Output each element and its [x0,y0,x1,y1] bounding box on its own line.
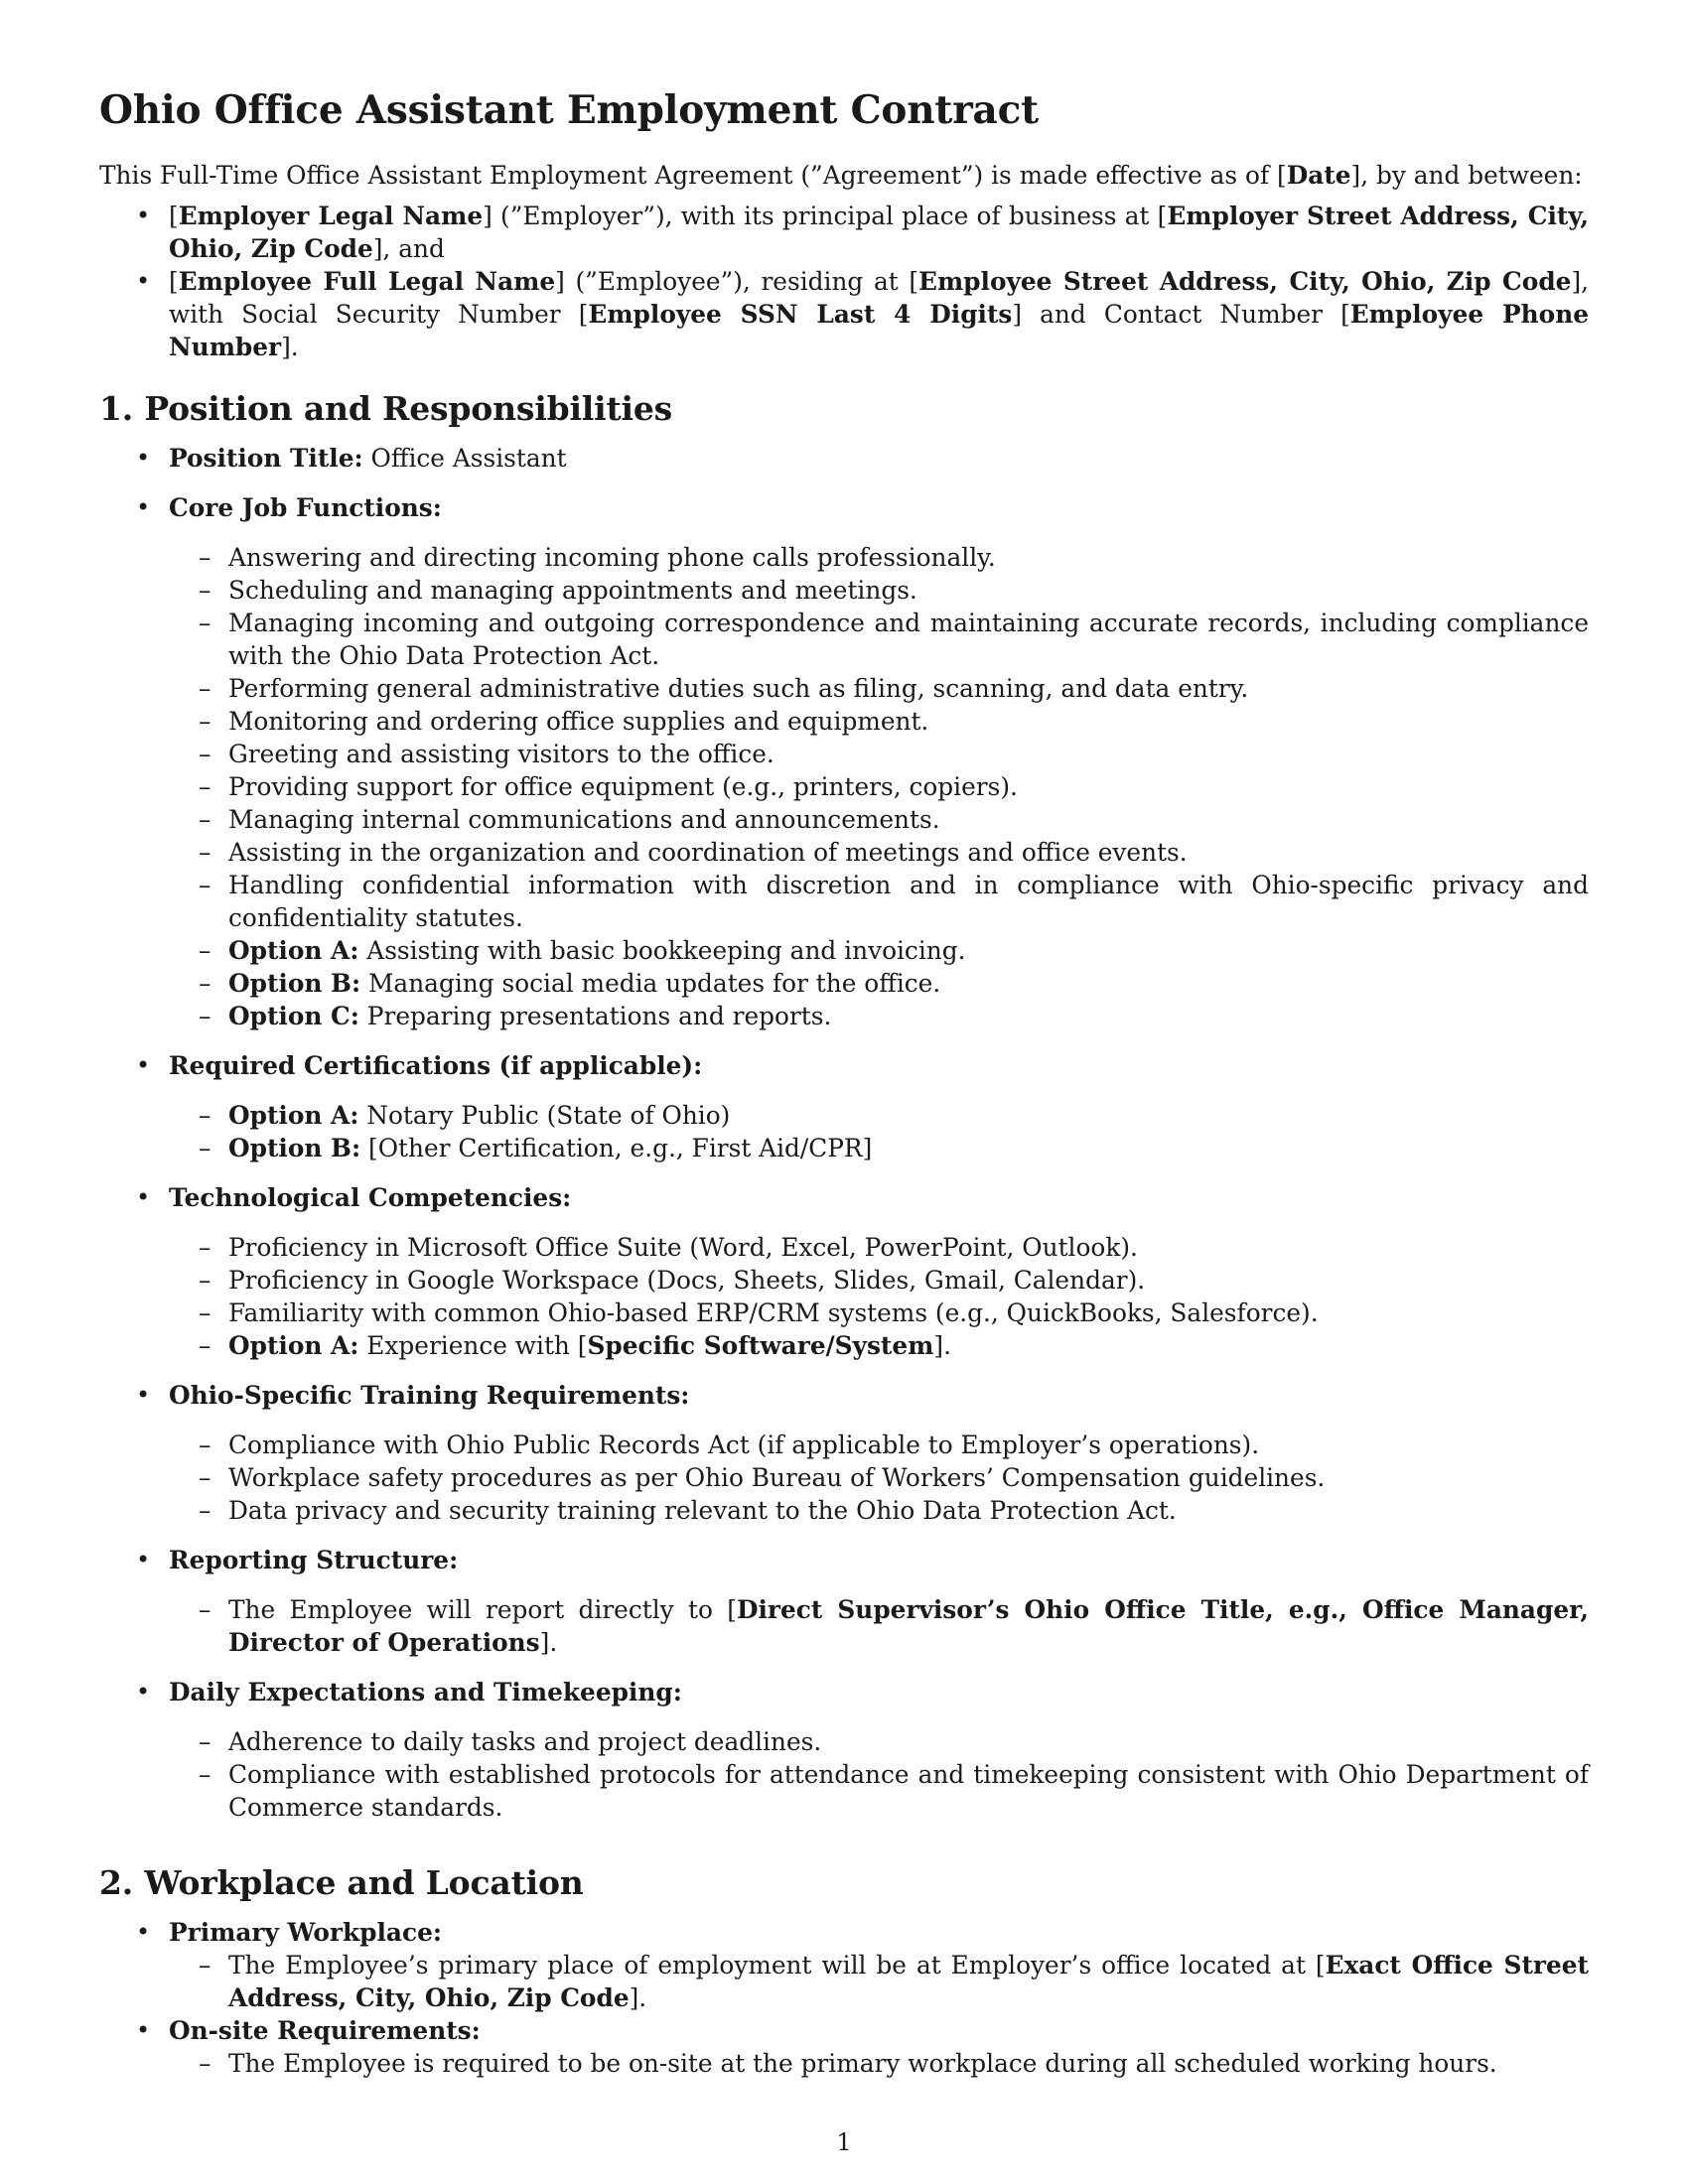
option-item: – Option A: Notary Public (State of Ohio) [169,1099,1589,1132]
daily-expectations-label: Daily Expectations and Timekeeping: [169,1678,682,1706]
certifications-list [169,1099,1589,1164]
training-item [99,1379,1589,1527]
onsite-item [99,2014,1589,2080]
option-item: – Option B: [Other Certification, e.g., First Aid/CPR] [169,1132,1589,1164]
office-address-placeholder: Exact Office Street Address, City, Ohio, Zip Code [228,1951,1589,2012]
reporting-label: Reporting Structure: [169,1546,459,1574]
reporting-item [99,1544,1589,1659]
position-title-label: Position Title: [169,444,363,473]
parties-list [99,200,1589,363]
list-item: – Compliance with established protocols for attendance and timekeeping consistent with Ohio Department of Commerce standards. [169,1758,1589,1824]
page-number: 1 [836,2128,852,2156]
list-item: – Assisting in the organization and coordination of meetings and office events. [169,836,1589,869]
employer-name-placeholder: Employer Legal Name [178,202,484,230]
employer-address-placeholder: Employer Street Address, City, Ohio, Zip Code [169,202,1589,263]
primary-workplace-list [169,1949,1589,2014]
list-item: – Compliance with Ohio Public Records Act (if applicable to Employer’s operations). [169,1429,1589,1461]
software-placeholder: Specific Software/System [587,1331,934,1360]
list-item: – The Employee’s primary place of employment will be at Employer’s office located at [Exact Office Street Address, City, Ohio, Zip Code]. [169,1949,1589,2014]
list-item: – Scheduling and managing appointments and meetings. [169,574,1589,607]
daily-expectations-item [99,1676,1589,1824]
effective-date-placeholder: Date [1286,161,1351,190]
list-item: – Greeting and assisting visitors to the office. [169,738,1589,770]
list-item: – Workplace safety procedures as per Ohio Bureau of Workers’ Compensation guidelines. [169,1461,1589,1494]
supervisor-title-placeholder: Direct Supervisor’s Ohio Office Title, e.g., Office Manager, Director of Operations [228,1595,1589,1657]
section-2-heading: 2. Workplace and Location [99,1863,584,1902]
document-page [99,87,1589,2080]
option-item: – Option C: Preparing presentations and reports. [169,1000,1589,1032]
core-functions-label: Core Job Functions: [169,493,442,522]
daily-expectations-list [169,1725,1589,1824]
primary-workplace-item [99,1916,1589,2014]
list-item: – The Employee will report directly to [Direct Supervisor’s Ohio Office Title, e.g., Office Manager, Director of Operations]. [169,1593,1589,1659]
tech-competencies-list [169,1231,1589,1362]
onsite-list [169,2047,1589,2080]
option-item: – Option A: Experience with [Specific Software/System]. [169,1329,1589,1362]
employee-phone-placeholder: Employee Phone Number [169,300,1590,361]
list-item: – Handling confidential information with discretion and in compliance with Ohio-specific privacy and confidentiality statutes. [169,869,1589,934]
list-item: – Adherence to daily tasks and project deadlines. [169,1725,1589,1758]
list-item: – Monitoring and ordering office supplies and equipment. [169,705,1589,738]
list-item: – Data privacy and security training relevant to the Ohio Data Protection Act. [169,1494,1589,1527]
intro-text-end: ], by and between: [1350,161,1583,190]
training-label: Ohio-Specific Training Requirements: [169,1381,690,1410]
list-item: – Familiarity with common Ohio-based ERP/CRM systems (e.g., QuickBooks, Salesforce). [169,1297,1589,1329]
intro-text: This Full-Time Office Assistant Employment Agreement (”Agreement”) is made effective as of [ [99,161,1287,190]
certifications-item [99,1049,1589,1164]
core-functions-list [169,541,1589,1032]
list-item: – The Employee is required to be on-site at the primary workplace during all scheduled working hours. [169,2047,1589,2080]
intro-paragraph [99,159,1589,192]
section-1-list [99,442,1589,1824]
party-employee: • [Employee Full Legal Name] (”Employee”), residing at [Employee Street Address, City, Ohio, Zip Code], with Social Security Number [Employee SSN Last 4 Digits] and Contact Number [Employee Phone Number]. [99,265,1589,363]
reporting-list [169,1593,1589,1659]
list-item: – Managing incoming and outgoing correspondence and maintaining accurate records, including compliance with the Ohio Data Protection Act. [169,607,1589,672]
list-item: – Performing general administrative duties such as filing, scanning, and data entry. [169,672,1589,705]
list-item: – Managing internal communications and announcements. [169,803,1589,836]
tech-competencies-item [99,1181,1589,1362]
primary-workplace-label: Primary Workplace: [169,1918,443,1947]
onsite-label: On-site Requirements: [169,2016,481,2045]
list-item: – Proficiency in Google Workspace (Docs, Sheets, Slides, Gmail, Calendar). [169,1264,1589,1297]
option-item: – Option A: Assisting with basic bookkeeping and invoicing. [169,934,1589,967]
employee-address-placeholder: Employee Street Address, City, Ohio, Zip Code [918,267,1572,296]
list-item: – Proficiency in Microsoft Office Suite (Word, Excel, PowerPoint, Outlook). [169,1231,1589,1264]
training-list [169,1429,1589,1527]
employee-ssn-placeholder: Employee SSN Last 4 Digits [588,300,1013,329]
position-title-value: Office Assistant [362,444,567,473]
core-functions-item [99,491,1589,1032]
document-title: Ohio Office Assistant Employment Contract [99,87,1039,133]
certifications-label: Required Certifications (if applicable): [169,1051,703,1080]
section-2-list [99,1916,1589,2080]
party-employer: • [Employer Legal Name] (”Employer”), with its principal place of business at [Employer Street Address, City, Ohio, Zip Code], and [99,200,1589,265]
list-item: – Answering and directing incoming phone calls professionally. [169,541,1589,574]
section-1-heading: 1. Position and Responsibilities [99,389,673,428]
option-item: – Option B: Managing social media updates for the office. [169,967,1589,1000]
position-title-item [99,442,1589,475]
tech-competencies-label: Technological Competencies: [169,1183,572,1212]
list-item: – Providing support for office equipment (e.g., printers, copiers). [169,770,1589,803]
employee-name-placeholder: Employee Full Legal Name [178,267,556,296]
